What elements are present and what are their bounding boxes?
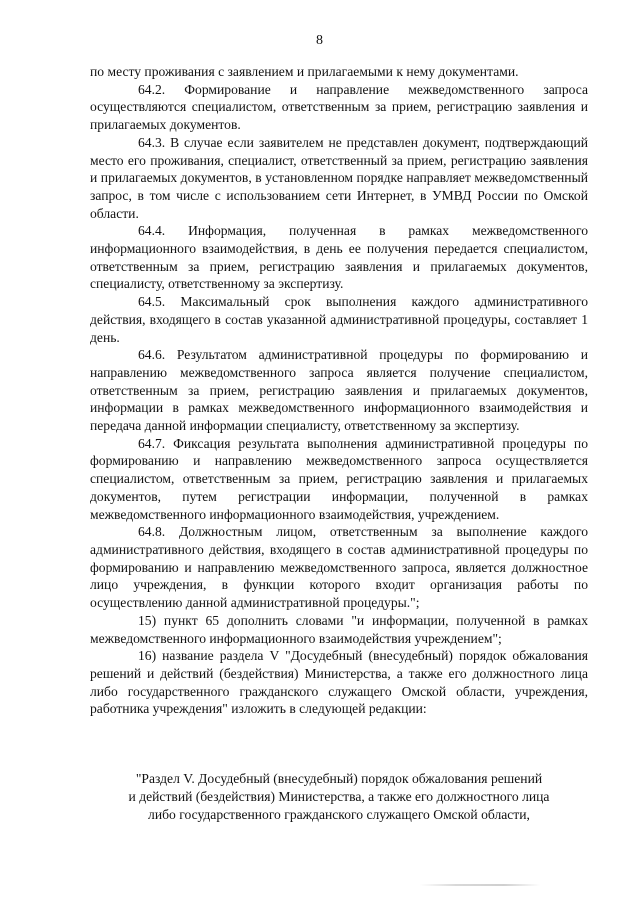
page-number: 8 (316, 33, 323, 48)
document-body (90, 63, 588, 718)
paragraph-64-4: 64.4. Информация, полученная в рамках межведомственного информационного взаимодействия, в день ее получения передается специалистом, ответственным за прием, регистрацию заявления и прилагаемых документов, специалисту, ответственному за экспертизу. (90, 223, 588, 292)
heading-line: "Раздел V. Досудебный (внесудебный) порядок обжалования решений (135, 771, 543, 786)
section-v-heading (90, 770, 588, 824)
paragraph-continuation: по месту проживания с заявлением и прилагаемыми к нему документами. (90, 64, 519, 79)
paragraph-64-5: 64.5. Максимальный срок выполнения каждого административного действия, входящего в состав указанной административной процедуры, составляет 1 день. (90, 294, 588, 345)
paragraph-64-6: 64.6. Результатом административной процедуры по формированию и направлению межведомственного запроса является получение специалистом, ответственным за прием, регистрацию заявления и прилагаемых документов, информации в рамках межведомственного информационного взаимодействия и передача данной информации специалисту, ответственному за экспертизу. (90, 347, 588, 434)
paragraph-item-16: 16) название раздела V "Досудебный (внесудебный) порядок обжалования решений и действий (бездействия) Министерства, а также его должностного лица либо государственного гражданского служащего Омской области, учреждения, работника учреждения" изложить в следующей редакции: (90, 648, 588, 717)
paragraph-64-8: 64.8. Должностным лицом, ответственным за выполнение каждого административного действия, входящего в состав административной процедуры по формированию и направлению межведомственного запроса, является должностное лицо учреждения, в функции которого входит организация работы по осуществлению данной административной процедуры."; (90, 524, 588, 611)
paragraph-64-2: 64.2. Формирование и направление межведомственного запроса осуществляются специалистом, ответственным за прием, регистрацию заявления и прилагаемых документов. (90, 81, 588, 133)
heading-line: либо государственного гражданского служащего Омской области, (148, 807, 530, 822)
heading-line: и действий (бездействия) Министерства, а также его должностного лица (128, 789, 550, 804)
scan-artifact (420, 884, 540, 886)
paragraph-64-7: 64.7. Фиксация результата выполнения административной процедуры по формированию и направлению межведомственного запроса осуществляется специалистом, ответственным за прием, регистрацию заявления и прилагаемых документов, путем регистрации информации, полученной в рамках межведомственного информационного взаимодействия, учреждением. (90, 435, 588, 522)
paragraph-item-15: 15) пункт 65 дополнить словами "и информации, полученной в рамках межведомственного информационного взаимодействия учреждением"; (90, 612, 588, 646)
paragraph-64-3: 64.3. В случае если заявителем не представлен документ, подтверждающий место его проживания, специалист, ответственный за прием, регистрацию заявления и прилагаемых документов, в установленном порядке направляет межведомственный запрос, в том числе с использованием сети Интернет, в УМВД России по Омской области. (90, 134, 588, 221)
